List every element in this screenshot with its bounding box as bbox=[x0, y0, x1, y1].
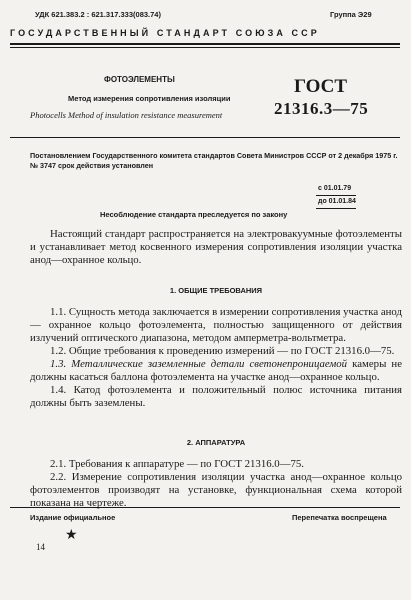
document-title-en: Photocells Method of insulation resistance measurement bbox=[30, 110, 223, 120]
header-rule-thin bbox=[10, 47, 400, 48]
document-title-ru: ФОТОЭЛЕМЕНТЫ bbox=[104, 75, 175, 84]
state-standard-heading: ГОСУДАРСТВЕННЫЙ СТАНДАРТ СОЮЗА ССР bbox=[10, 28, 320, 38]
reprint-prohibited-note: Перепечатка воспрещена bbox=[292, 513, 387, 522]
official-edition-note: Издание официальное bbox=[30, 513, 116, 522]
section-1-heading: 1. ОБЩИЕ ТРЕБОВАНИЯ bbox=[169, 286, 263, 295]
section-2-body bbox=[30, 458, 402, 510]
clause-2-2: 2.2. Измерение сопротивления изоляции участка анод—охранное кольцо фотоэлементов производят на установке, функциональная схема которой показана на чертеже. bbox=[30, 471, 402, 509]
clause-1-4: 1.4. Катод фотоэлемента и положительный полюс источника питания должны быть заземлены. bbox=[30, 384, 402, 409]
method-subtitle-ru: Метод измерения сопротивления изоляции bbox=[68, 94, 231, 103]
group-code: Группа Э29 bbox=[330, 10, 372, 19]
section-1-body bbox=[30, 306, 402, 410]
clause-1-3-rest: камеры не должны касаться баллона фотоэлемента на участке анод—охранное кольцо. bbox=[30, 358, 402, 383]
page-number: 14 bbox=[36, 542, 45, 552]
legal-warning: Несоблюдение стандарта преследуется по закону bbox=[100, 210, 288, 219]
title-rule bbox=[10, 137, 400, 138]
section-2-heading: 2. АППАРАТУРА bbox=[186, 438, 246, 447]
star-icon: ★ bbox=[65, 528, 78, 543]
decree-text: Постановлением Государственного комитета стандартов Совета Министров СССР от 2 декабря 1975 г. № 3747 срок действия установлен bbox=[30, 151, 398, 170]
clause-1-2: 1.2. Общие требования к проведению измерений — по ГОСТ 21316.0—75. bbox=[50, 345, 395, 357]
header-rule-thick bbox=[10, 43, 400, 45]
intro-text: Настоящий стандарт распространяется на электровакуумные фотоэлементы и устанавливает метод косвенного измерения сопротивления изоляции участка анод—охранное кольцо. bbox=[30, 228, 402, 266]
gost-number: 21316.3—75 bbox=[274, 99, 369, 118]
date-to: до 01.01.84 bbox=[316, 196, 356, 209]
gost-label: ГОСТ bbox=[294, 76, 348, 97]
clause-1-3 bbox=[30, 358, 402, 384]
date-from: с 01.01.79 bbox=[316, 183, 356, 196]
clause-1-1: 1.1. Сущность метода заключается в измерении сопротивления участка анод — охранное кольцо фотоэлемента, полностью защищенного от действия излучений оптического диапазона, методом амперметра-вольтметра. bbox=[30, 306, 402, 344]
clause-1-3-italic: 1.3. Металлические заземленные детали светонепроницаемой bbox=[50, 358, 348, 370]
footer-rule bbox=[10, 507, 400, 508]
validity-dates bbox=[316, 183, 356, 209]
intro-paragraph bbox=[30, 228, 402, 267]
udk-code: УДК 621.383.2 : 621.317.333(083.74) bbox=[35, 10, 161, 19]
clause-2-1: 2.1. Требования к аппаратуре — по ГОСТ 21316.0—75. bbox=[50, 458, 305, 470]
